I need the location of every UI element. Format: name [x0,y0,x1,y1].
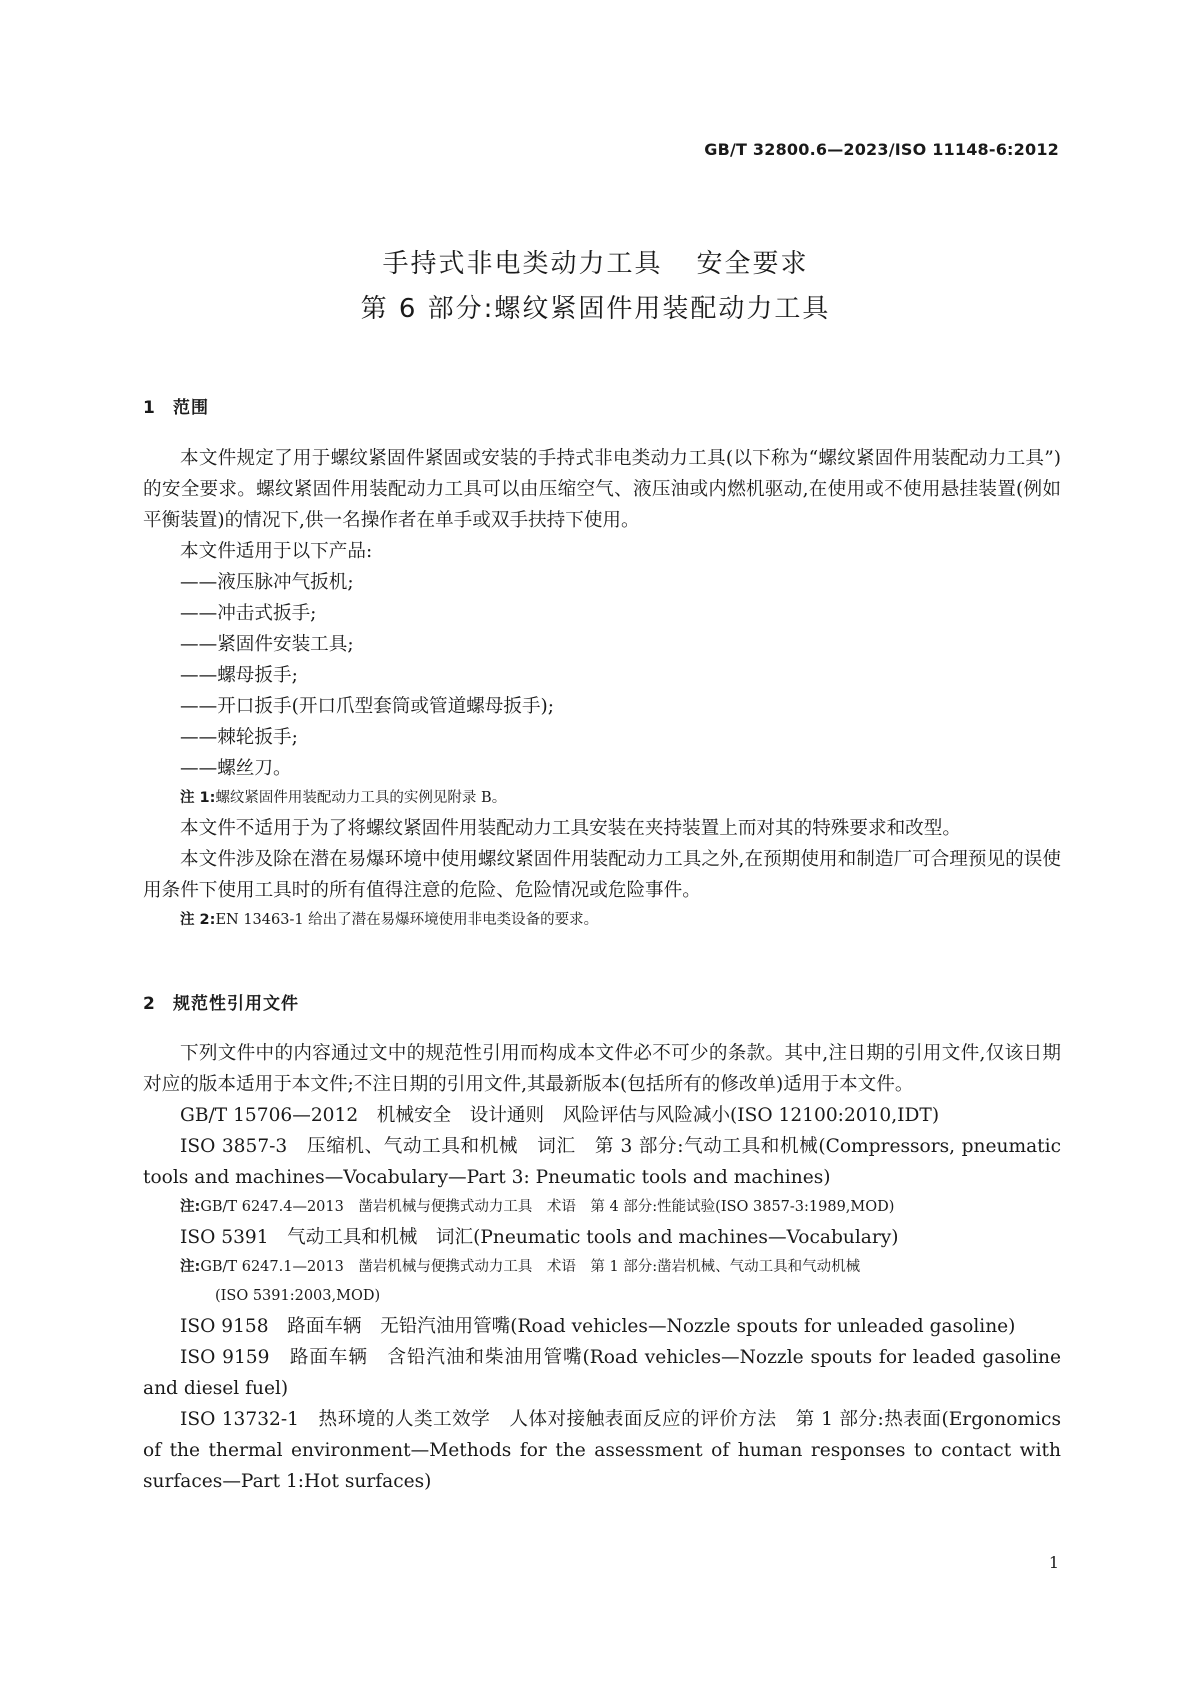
reference-item: ISO 5391 气动工具和机械 词汇(Pneumatic tools and machines—Vocabulary) [180,1227,899,1248]
reference-item: ISO 3857-3 压缩机、气动工具和机械 词汇 第 3 部分:气动工具和机械(Compressors, pneumatic tools and machines—Vocabulary—Part 3: Pneumatic tools and machines) [143,1136,1061,1188]
list-item: ——开口扳手(开口爪型套筒或管道螺母扳手); [180,696,555,717]
scope-applicability: 本文件适用于以下产品: [180,541,373,562]
note-text-continuation: (ISO 5391:2003,MOD) [215,1288,381,1304]
reference-item: ISO 9159 路面车辆 含铅汽油和柴油用管嘴(Road vehicles—Nozzle spouts for leaded gasoline and diesel fuel) [143,1347,1061,1399]
note-label: 注: [180,1199,201,1215]
section-number: 2 [143,994,156,1014]
document-title-line1 [0,243,1191,280]
note-label: 注: [180,1259,201,1275]
list-item: ——冲击式扳手; [180,603,317,624]
section-title: 规范性引用文件 [173,994,299,1014]
list-item: ——棘轮扳手; [180,727,298,748]
section-2-body [143,1038,1061,1497]
note-1 [143,784,1061,813]
note-text: GB/T 6247.4—2013 凿岩机械与便携式动力工具 术语 第 4 部分:性能试验(ISO 3857-3:1989,MOD) [200,1199,895,1215]
section-number: 1 [143,398,156,418]
reference-item: ISO 13732-1 热环境的人类工效学 人体对接触表面反应的评价方法 第 1 部分:热表面(Ergonomics of the thermal environment—Methods for the assessment of human responses to contact with surfaces—Part 1:Hot surfaces) [143,1409,1061,1492]
note-label: 注 2: [180,912,216,928]
section-1-body [143,443,1061,935]
references-intro: 下列文件中的内容通过文中的规范性引用而构成本文件必不可少的条款。其中,注日期的引用文件,仅该日期对应的版本适用于本文件;不注日期的引用文件,其最新版本(包括所有的修改单)适用于本文件。 [143,1043,1061,1095]
list-item: ——液压脉冲气扳机; [180,572,354,593]
section-1-heading [143,393,209,418]
note-text: EN 13463-1 给出了潜在易爆环境使用非电类设备的要求。 [215,912,599,928]
section-title: 范围 [173,398,209,418]
document-title-line2: 第 6 部分:螺纹紧固件用装配动力工具 [360,294,831,324]
section-2-heading [143,989,299,1014]
reference-item: ISO 9158 路面车辆 无铅汽油用管嘴(Road vehicles—Nozzle spouts for unleaded gasoline) [180,1316,1016,1337]
note-label: 注 1: [180,790,216,806]
title-part-a: 手持式非电类动力工具 [382,249,663,279]
list-item: ——紧固件安装工具; [180,634,354,655]
list-item: ——螺母扳手; [180,665,298,686]
title-part-b: 安全要求 [696,249,809,279]
reference-item: GB/T 15706—2012 机械安全 设计通则 风险评估与风险减小(ISO 12100:2010,IDT) [180,1105,940,1126]
scope-hazards: 本文件涉及除在潜在易爆环境中使用螺纹紧固件用装配动力工具之外,在预期使用和制造厂可合理预见的误使用条件下使用工具时的所有值得注意的危险、危险情况或危险事件。 [143,849,1061,901]
page-number: 1 [1048,1553,1059,1572]
reference-note [143,1193,1061,1222]
note-2 [143,906,1061,935]
reference-note [143,1253,1061,1311]
note-text: GB/T 6247.1—2013 凿岩机械与便携式动力工具 术语 第 1 部分:凿岩机械、气动工具和气动机械 [200,1259,861,1275]
scope-paragraph: 本文件规定了用于螺纹紧固件紧固或安装的手持式非电类动力工具(以下称为“螺纹紧固件用装配动力工具”)的安全要求。螺纹紧固件用装配动力工具可以由压缩空气、液压油或内燃机驱动,在使用或不使用悬挂装置(例如平衡装置)的情况下,供一名操作者在单手或双手扶持下使用。 [143,448,1061,531]
list-item: ——螺丝刀。 [180,758,292,779]
standard-code: GB/T 32800.6—2023/ISO 11148-6:2012 [704,140,1059,159]
scope-exclusion: 本文件不适用于为了将螺纹紧固件用装配动力工具安装在夹持装置上而对其的特殊要求和改型。 [180,818,961,839]
note-text: 螺纹紧固件用装配动力工具的实例见附录 B。 [215,790,507,806]
